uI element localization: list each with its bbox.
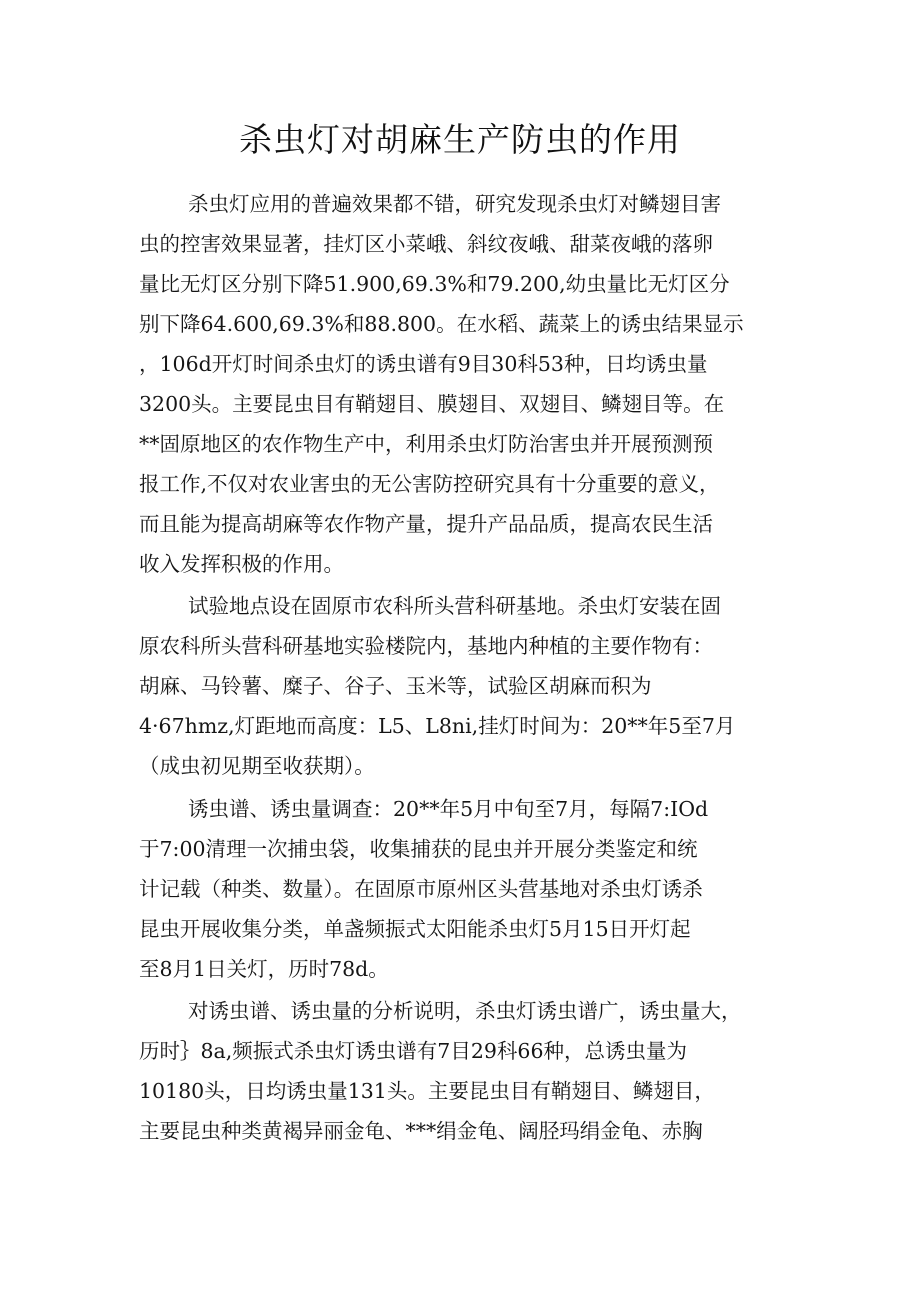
paragraph-2-line-2: 原农科所头营科研基地实验楼院内，基地内种植的主要作物有： (139, 634, 713, 658)
paragraph-4-line-1: 对诱虫谱、诱虫量的分析说明，杀虫灯诱虫谱广，诱虫量大， (188, 999, 742, 1023)
paragraph-4-line-2: 历时｝8a,频振式杀虫灯诱虫谱有7目29科66种，总诱虫量为 (139, 1039, 687, 1063)
paragraph-4-line-3: 10180头，日均诱虫量131头。主要昆虫目有鞘翅目、鳞翅目， (139, 1079, 715, 1103)
paragraph-1-line-10: 收入发挥积极的作用。 (139, 552, 344, 576)
paragraph-1-line-7: **固原地区的农作物生产中，利用杀虫灯防治害虫并开展预测预 (139, 432, 713, 456)
paragraph-2-line-3: 胡麻、马铃薯、糜子、谷子、玉米等，试验区胡麻而积为 (139, 674, 652, 698)
paragraph-3-line-5: 至8月1日关灯，历时78d。 (139, 957, 389, 981)
paragraph-1-line-3: 量比无灯区分别下降51.900,69.3%和79.200,幼虫量比无灯区分 (139, 272, 730, 296)
paragraph-2-line-4: 4·67hmz,灯距地而高度：L5、L8ni,挂灯时间为：20**年5至7月 (139, 714, 736, 738)
paragraph-1-line-1: 杀虫灯应用的普遍效果都不错，研究发现杀虫灯对鳞翅目害 (188, 192, 721, 216)
document-title: 杀虫灯对胡麻生产防虫的作用 (239, 120, 681, 159)
paragraph-3-line-2: 于7:00清理一次捕虫袋，收集捕获的昆虫并开展分类鉴定和统 (139, 837, 698, 861)
paragraph-2-line-5: （成虫初见期至收获期）。 (139, 754, 375, 778)
paragraph-1-line-6: 3200头。主要昆虫目有鞘翅目、膜翅目、双翅目、鳞翅目等。在 (139, 392, 725, 416)
paragraph-1-line-4: 别下降64.600,69.3%和88.800。在水稻、蔬菜上的诱虫结果显示 (139, 312, 744, 336)
paragraph-4-line-4: 主要昆虫种类黄褐异丽金龟、***绢金龟、阔胫玛绢金龟、赤胸 (139, 1119, 703, 1143)
paragraph-1-line-8: 报工作,不仅对农业害虫的无公害防控研究具有十分重要的意义， (139, 472, 720, 496)
paragraph-3-line-1: 诱虫谱、诱虫量调查：20**年5月中旬至7月，每隔7:IOd (188, 797, 709, 821)
paragraph-1-line-5: ，106d开灯时间杀虫灯的诱虫谱有9目30科53种，日均诱虫量 (139, 352, 708, 376)
paragraph-3-line-4: 昆虫开展收集分类，单盏频振式太阳能杀虫灯5月15日开灯起 (139, 917, 691, 941)
paragraph-2-line-1: 试验地点设在固原市农科所头营科研基地。杀虫灯安装在固 (188, 594, 721, 618)
paragraph-1-line-9: 而且能为提高胡麻等农作物产量，提升产品品质，提高农民生活 (139, 512, 713, 536)
paragraph-1-line-2: 虫的控害效果显著，挂灯区小菜峨、斜纹夜峨、甜菜夜峨的落卵 (139, 232, 713, 256)
paragraph-3-line-3: 计记载（种类、数量）。在固原市原州区头营基地对杀虫灯诱杀 (139, 877, 703, 901)
